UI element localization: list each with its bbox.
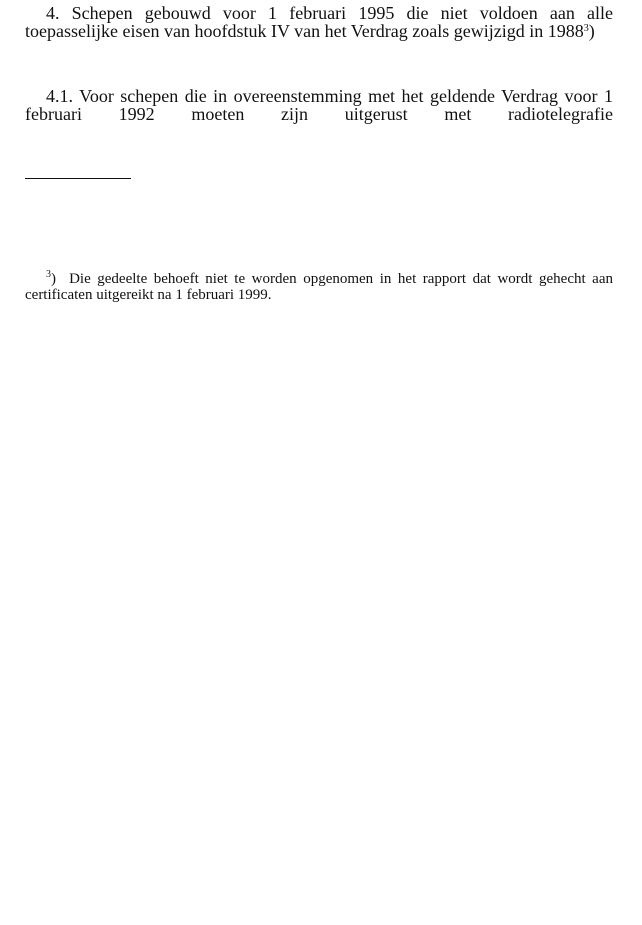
footnote-marker-suffix: ) [51, 271, 56, 287]
footnote-text: Die gedeelte behoeft niet te worden opgenomen in het rapport dat wordt gehecht aan certificaten uitgereikt na 1 februari 1999. [25, 271, 613, 303]
paragraph-4 [25, 4, 613, 40]
footnote-marker: 3 [46, 269, 51, 280]
paragraph-4-closing: ) [588, 21, 595, 41]
paragraph-4-text: 4. Schepen gebouwd voor 1 februari 1995 die niet voldoen aan alle toepasselijke eisen van hoofdstuk IV van het Verdrag zoals gewijzigd in 1988 [25, 3, 613, 41]
footnote [25, 271, 613, 303]
footnote-reference: 3 [583, 23, 589, 34]
paragraph-4-1-text: 4.1. Voor schepen die in overeenstemming met het geldende Verdrag voor 1 februari 1992 moeten zijn uitgerust met radiotelegrafie [25, 86, 613, 124]
footnote-separator-rule [25, 178, 131, 179]
paragraph-4-1 [25, 87, 613, 123]
